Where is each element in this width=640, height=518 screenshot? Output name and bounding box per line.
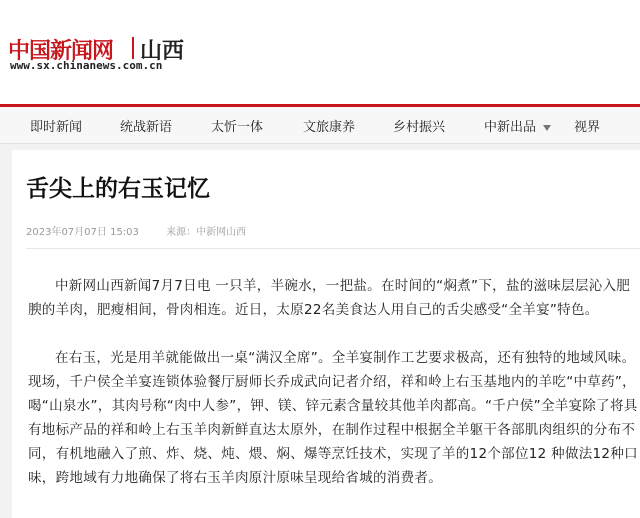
chevron-down-icon (543, 125, 551, 131)
article-paragraph: 中新网山西新闻7月7日电 一只羊，半碗水，一把盐。在时间的“焖煮”下，盐的滋味层层沁入肥腴的羊肉，肥瘦相间，骨肉相连。近日，太原22名美食达人用自己的舌尖感受“全羊宴”特色。 (28, 278, 631, 318)
nav-item-vision[interactable]: 视界 (574, 120, 601, 135)
logo-chinanews-text: 中国新闻网 (8, 38, 114, 64)
article-source: 来源：中新网山西 (166, 227, 247, 238)
nav-item-united-front[interactable]: 统战新语 (120, 120, 173, 135)
nav-item-chinanews-products[interactable] (484, 116, 551, 135)
logo-url-text: www.sx.chinanews.com.cn (10, 59, 163, 72)
article-title: 舌尖上的右玉记忆 (26, 176, 210, 202)
nav-item-rural-revival[interactable]: 乡村振兴 (393, 120, 446, 135)
nav-item-label: 中新出品 (484, 120, 537, 135)
meta-divider (26, 248, 640, 249)
logo-divider (132, 37, 134, 59)
article-meta (26, 223, 270, 238)
nav-item-instant-news[interactable]: 即时新闻 (30, 120, 83, 135)
logo-region-text: 山西 (140, 39, 185, 64)
article-date: 2023年07月07日 15:03 (26, 227, 139, 238)
main-nav (0, 107, 640, 144)
nav-item-culture-tourism[interactable]: 文旅康养 (303, 120, 356, 135)
nav-item-taixin[interactable]: 太忻一体 (211, 120, 264, 135)
article-paragraph: 在右玉，光是用羊就能做出一桌“满汉全席”。全羊宴制作工艺要求极高，还有独特的地域风味。现场，千户侯全羊宴连锁体验餐厅厨师长乔成武向记者介绍，祥和岭上右玉基地内的羊吃“中草药”，喝“山泉水”，其肉号称“肉中人参”，钾、镁、锌元素含量较其他羊肉都高。“千户侯”全羊宴除了将具有地标产品的祥和岭上右玉羊肉新鲜直达太原外，在制作过程中根据全羊躯干各部肌肉组织的分布不同，有机地融入了煎、炸、烧、炖、煨、焖、爆等烹饪技术，实现了羊的12个部位12 种做法12种口味，跨地域有力地确保了将右玉羊肉原汁原味呈现给省城的消费者。 (28, 350, 638, 486)
article-container (12, 150, 640, 518)
site-header (0, 0, 640, 106)
